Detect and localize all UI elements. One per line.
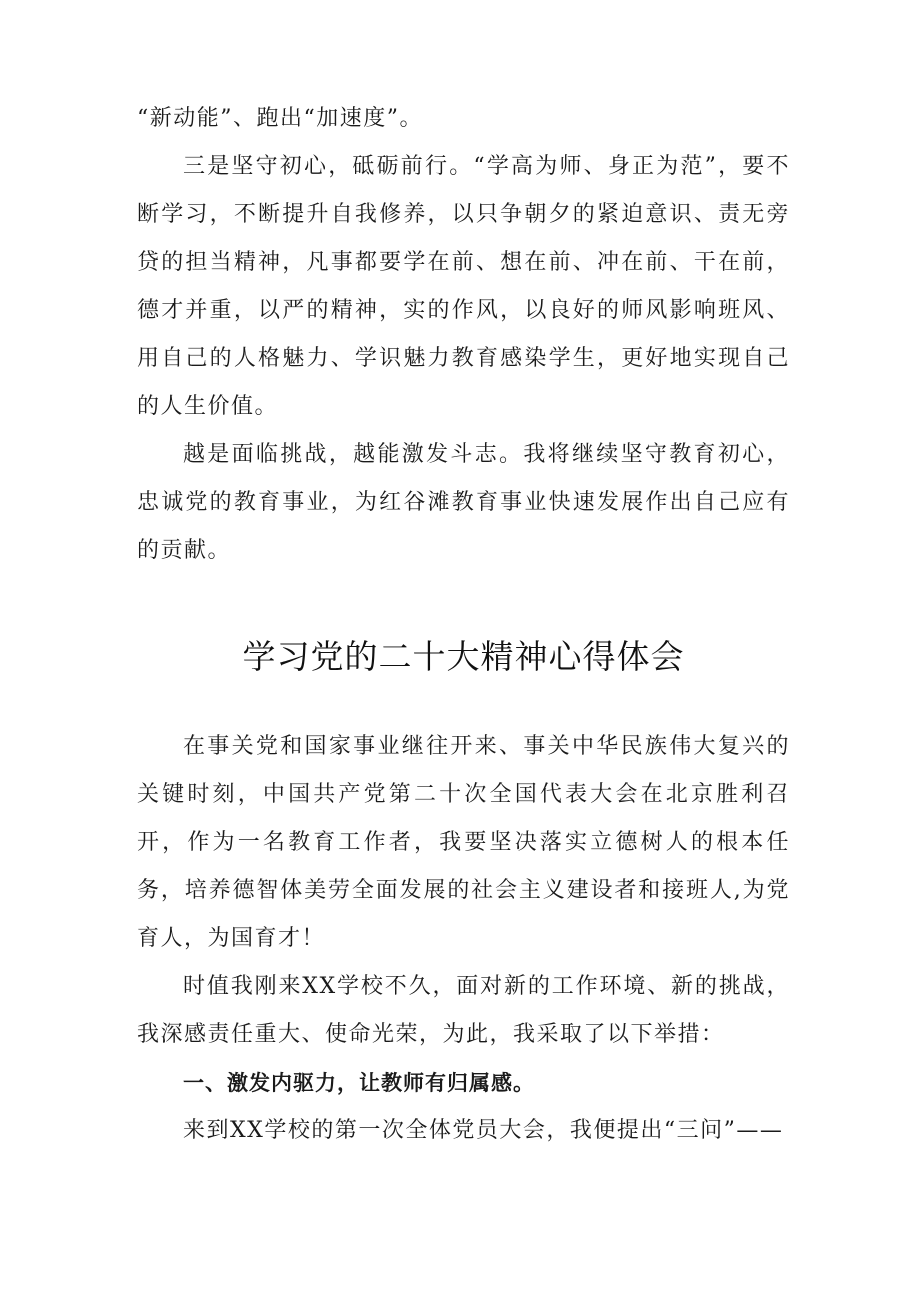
- paragraph-partial: 来到XX学校的第一次全体党员大会，我便提出“三问”——: [183, 1118, 784, 1143]
- paragraph-third-point: 三是坚守初心，砥砺前行。“学高为师、身正为范”，要不断学习，不断提升自我修养，以只争朝夕的紧迫意识、责无旁贷的担当精神，凡事都要学在前、想在前、冲在前、干在前，德才并重，以严的精神，实的作风，以良好的师风影响班风、用自己的人格魅力、学识魅力教育感染学生，更好地实现自己的人生价值。: [137, 154, 790, 419]
- continuation-line: “新动能”、跑出“加速度”。: [137, 106, 423, 131]
- document-page: [137, 95, 790, 1155]
- paragraph-intro: 在事关党和国家事业继往开来、事关中华民族伟大复兴的关键时刻，中国共产党第二十次全国代表大会在北京胜利召开，作为一名教育工作者，我要坚决落实立德树人的根本任务，培养德智体美劳全面发展的社会主义建设者和接班人,为党育人，为国育才！: [137, 734, 790, 951]
- section-heading-one: 一、激发内驱力，让教师有归属感。: [183, 1071, 535, 1095]
- paragraph-context: 时值我刚来XX学校不久，面对新的工作环境、新的挑战，我深感责任重大、使命光荣，为此，我采取了以下举措：: [137, 974, 790, 1047]
- paragraph-closing: 越是面临挑战，越能激发斗志。我将继续坚守教育初心，忠诚党的教育事业，为红谷滩教育事业快速发展作出自己应有的贡献。: [137, 442, 790, 563]
- document-title: 学习党的二十大精神心得体会: [242, 637, 685, 676]
